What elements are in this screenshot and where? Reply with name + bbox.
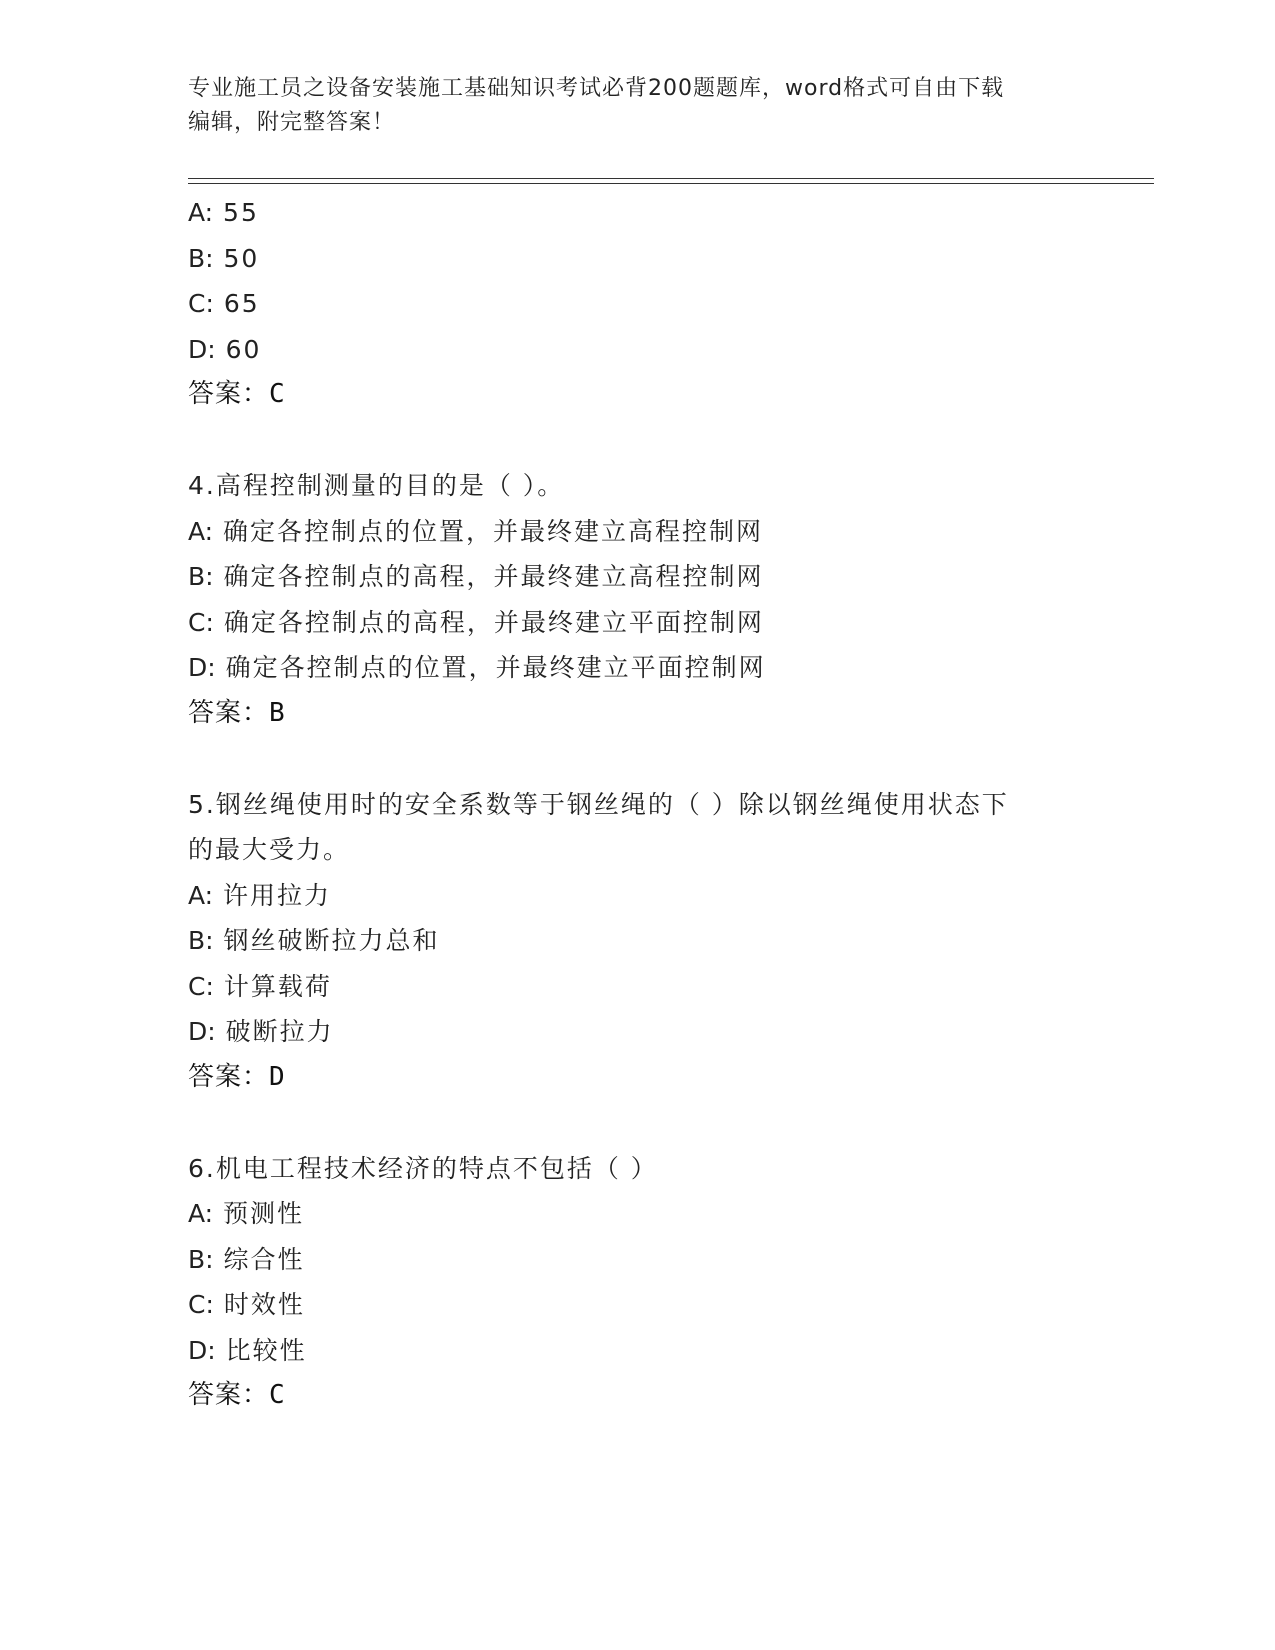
question-3 xyxy=(188,190,1088,418)
question-stem: 6.机电工程技术经济的特点不包括（ ） xyxy=(188,1153,658,1183)
option-b: B: 50 xyxy=(188,243,260,273)
option-b: B: 确定各控制点的高程，并最终建立高程控制网 xyxy=(188,562,764,591)
spacer xyxy=(188,736,1088,782)
question-stem-line-2: 的最大受力。 xyxy=(188,835,351,864)
question-stem-line-1: 5.钢丝绳使用时的安全系数等于钢丝绳的（ ）除以钢丝绳使用状态下 xyxy=(188,789,1009,819)
question-stem: 4.高程控制测量的目的是（ ）。 xyxy=(188,471,565,500)
option-c: C: 65 xyxy=(188,289,260,318)
spacer xyxy=(188,418,1088,464)
option-c: C: 时效性 xyxy=(188,1290,305,1319)
question-list xyxy=(188,190,1088,1419)
option-d: D: 比较性 xyxy=(188,1335,307,1365)
question-6 xyxy=(188,1146,1088,1419)
option-a: A: 预测性 xyxy=(188,1199,305,1228)
question-4 xyxy=(188,463,1088,736)
answer-line: 答案：D xyxy=(188,1061,286,1092)
header-divider-bottom xyxy=(188,183,1154,184)
header-title-line-1: 专业施工员之设备安装施工基础知识考试必背200题题库，word格式可自由下载 xyxy=(188,76,1005,101)
header-divider-top xyxy=(188,178,1154,179)
option-a: A: 55 xyxy=(188,198,259,227)
option-d: D: 60 xyxy=(188,334,262,364)
answer-line: 答案：C xyxy=(188,1380,286,1410)
answer-line: 答案：B xyxy=(188,697,286,728)
option-d: D: 确定各控制点的位置，并最终建立平面控制网 xyxy=(188,653,766,682)
answer-line: 答案：C xyxy=(188,379,286,409)
question-5 xyxy=(188,782,1088,1101)
option-a: A: 许用拉力 xyxy=(188,880,332,910)
option-c: C: 计算载荷 xyxy=(188,971,332,1001)
option-c: C: 确定各控制点的高程，并最终建立平面控制网 xyxy=(188,607,764,637)
document-header xyxy=(188,72,1088,140)
option-b: B: 钢丝破断拉力总和 xyxy=(188,926,440,955)
option-b: B: 综合性 xyxy=(188,1244,305,1274)
option-d: D: 破断拉力 xyxy=(188,1017,334,1046)
spacer xyxy=(188,1100,1088,1146)
option-a: A: 确定各控制点的位置，并最终建立高程控制网 xyxy=(188,516,764,546)
header-title-line-2: 编辑，附完整答案！ xyxy=(188,110,396,135)
